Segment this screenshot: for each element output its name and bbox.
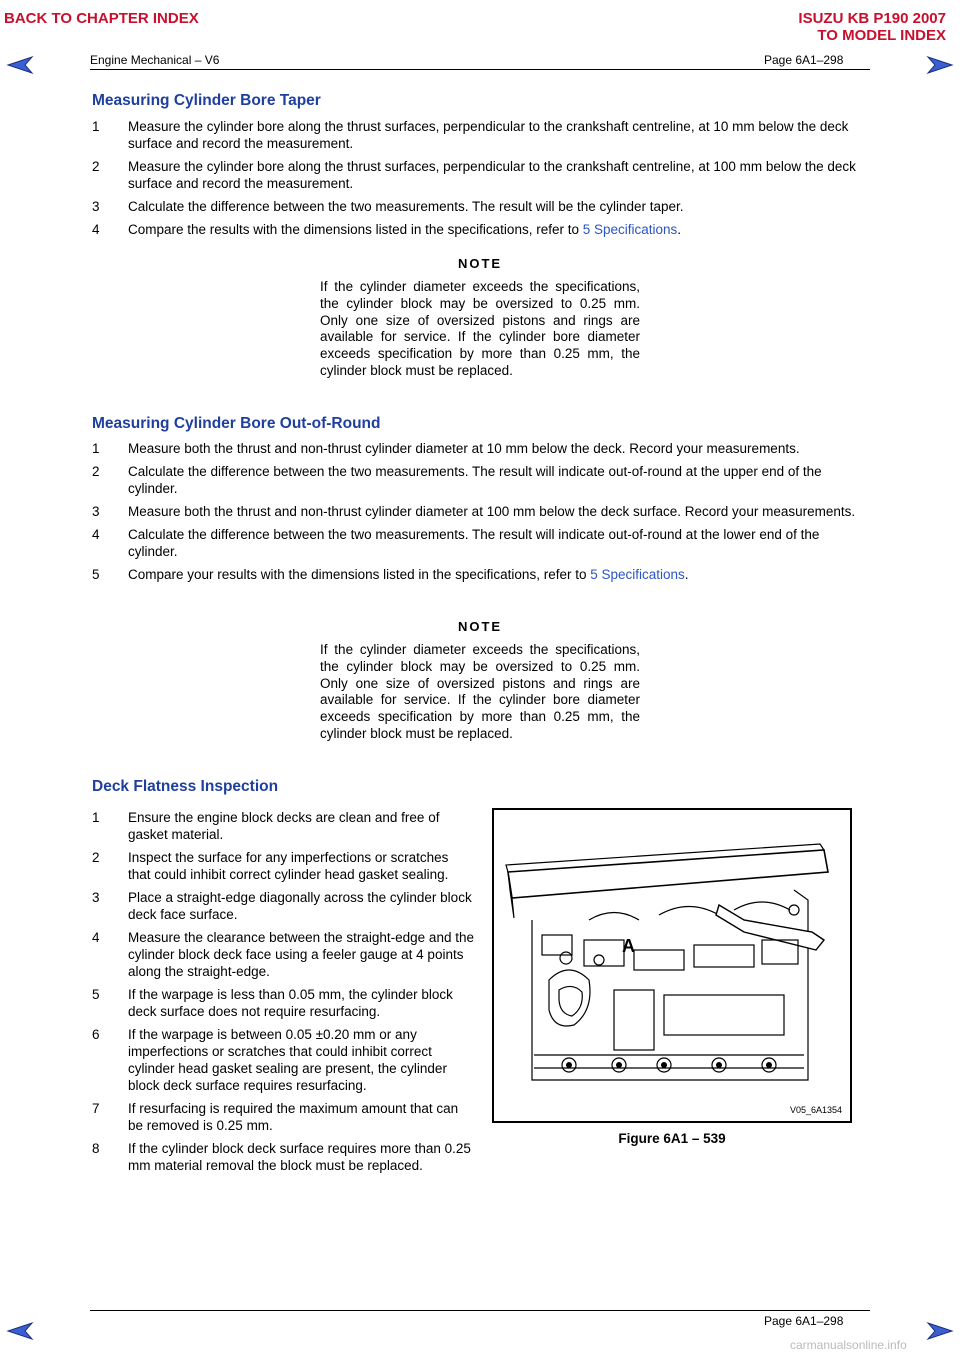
step-text: If resurfacing is required the maximum amount that can be removed is 0.25 mm. bbox=[128, 1101, 459, 1133]
list-item bbox=[92, 566, 872, 583]
step-number: 2 bbox=[92, 159, 100, 174]
list-item bbox=[92, 198, 872, 215]
previous-page-arrow-icon[interactable] bbox=[6, 1322, 34, 1340]
next-page-arrow-icon[interactable] bbox=[926, 56, 954, 74]
list-item bbox=[92, 463, 872, 497]
step-text: Measure the clearance between the straight-edge and the cylinder block deck face using a feeler gauge at 4 points along the straight-edge. bbox=[128, 930, 474, 979]
list-item bbox=[92, 1100, 474, 1134]
header-page-number: Page 6A1–298 bbox=[764, 53, 844, 67]
step-number: 4 bbox=[92, 222, 100, 237]
list-item bbox=[92, 526, 872, 560]
to-model-index-label: TO MODEL INDEX bbox=[817, 27, 946, 44]
out-of-round-steps bbox=[92, 440, 872, 589]
step-text-end: . bbox=[677, 222, 682, 237]
straight-edge-illustration bbox=[494, 810, 850, 1121]
note-body: If the cylinder diameter exceeds the specifications, the cylinder block may be oversized to 0.25 mm. Only one size of oversized pistons and rings are available for service. If the cylinder bore diameter exceeds specification by more than 0.25 mm, the cylinder block must be replaced. bbox=[320, 279, 640, 378]
figure-caption: Figure 6A1 – 539 bbox=[618, 1131, 726, 1146]
to-model-index-link[interactable] bbox=[798, 10, 946, 44]
step-text: Ensure the engine block decks are clean and free of gasket material. bbox=[128, 810, 440, 842]
step-number: 6 bbox=[92, 1027, 100, 1042]
step-number: 8 bbox=[92, 1141, 100, 1156]
back-to-chapter-index-link[interactable]: BACK TO CHAPTER INDEX bbox=[4, 10, 199, 27]
list-item bbox=[92, 809, 474, 843]
section-title-out-of-round: Measuring Cylinder Bore Out-of-Round bbox=[92, 415, 381, 432]
step-number: 3 bbox=[92, 504, 100, 519]
section-title-deck-flatness: Deck Flatness Inspection bbox=[92, 778, 279, 795]
watermark: carmanualsonline.info bbox=[790, 1338, 907, 1352]
list-item bbox=[92, 889, 474, 923]
note-body: If the cylinder diameter exceeds the specifications, the cylinder block may be oversized to 0.25 mm. Only one size of oversized pistons and rings are available for service. If the cylinder bore diameter exceeds specification by more than 0.25 mm, the cylinder block must be replaced. bbox=[320, 642, 640, 741]
step-text: If the cylinder block deck surface requires more than 0.25 mm material removal the block must be replaced. bbox=[128, 1141, 471, 1173]
step-text: Measure both the thrust and non-thrust cylinder diameter at 100 mm below the deck surface. Record your measurements. bbox=[128, 504, 856, 519]
list-item bbox=[92, 440, 872, 457]
list-item bbox=[92, 929, 474, 980]
next-page-arrow-icon[interactable] bbox=[926, 1322, 954, 1340]
list-item bbox=[92, 158, 872, 192]
step-text: Measure both the thrust and non-thrust cylinder diameter at 10 mm below the deck. Record your measurements. bbox=[128, 441, 800, 456]
list-item bbox=[92, 503, 872, 520]
step-number: 5 bbox=[92, 987, 100, 1002]
previous-page-arrow-icon[interactable] bbox=[6, 56, 34, 74]
callout-label-a: A bbox=[622, 936, 635, 956]
list-item bbox=[92, 986, 474, 1020]
specifications-link[interactable]: 5 Specifications bbox=[582, 222, 678, 237]
note-title: NOTE bbox=[457, 256, 503, 271]
footer-page-number: Page 6A1–298 bbox=[764, 1314, 844, 1328]
step-text: Calculate the difference between the two measurements. The result will indicate out-of-round at the upper end of the cylinder. bbox=[128, 464, 822, 496]
step-text: Compare your results with the dimensions listed in the specifications, refer to bbox=[128, 567, 591, 582]
step-text: Measure the cylinder bore along the thrust surfaces, perpendicular to the crankshaft centreline, at 100 mm below the deck surface and record the measurement. bbox=[128, 159, 856, 191]
step-text: Calculate the difference between the two measurements. The result will be the cylinder taper. bbox=[128, 199, 684, 214]
list-item bbox=[92, 118, 872, 152]
step-text: Compare the results with the dimensions listed in the specifications, refer to bbox=[128, 222, 583, 237]
step-number: 7 bbox=[92, 1101, 100, 1116]
footer-rule bbox=[90, 1310, 870, 1311]
deck-flatness-steps bbox=[92, 809, 474, 1180]
step-text-end: . bbox=[684, 567, 689, 582]
step-number: 4 bbox=[92, 930, 100, 945]
step-number: 2 bbox=[92, 464, 100, 479]
step-number: 3 bbox=[92, 890, 100, 905]
step-text: Inspect the surface for any imperfections or scratches that could inhibit correct cylinder head gasket sealing. bbox=[128, 850, 449, 882]
step-text: Calculate the difference between the two measurements. The result will indicate out-of-round at the lower end of the cylinder. bbox=[128, 527, 820, 559]
specifications-link[interactable]: 5 Specifications bbox=[590, 567, 685, 582]
header-left: Engine Mechanical – V6 bbox=[90, 53, 220, 67]
step-number: 1 bbox=[92, 119, 100, 134]
step-number: 1 bbox=[92, 441, 100, 456]
header-rule bbox=[90, 69, 870, 70]
model-title: ISUZU KB P190 2007 bbox=[798, 10, 946, 27]
step-text: If the warpage is less than 0.05 mm, the cylinder block deck surface does not require resurfacing. bbox=[128, 987, 453, 1019]
step-number: 4 bbox=[92, 527, 100, 542]
note-title: NOTE bbox=[457, 619, 503, 634]
step-number: 2 bbox=[92, 850, 100, 865]
step-text: If the warpage is between 0.05 ±0.20 mm or any imperfections or scratches that could inhibit correct cylinder head gasket sealing are present, the cylinder block deck surface requires resurfacing. bbox=[128, 1027, 447, 1093]
list-item bbox=[92, 849, 474, 883]
list-item bbox=[92, 1026, 474, 1094]
step-number: 1 bbox=[92, 810, 100, 825]
list-item bbox=[92, 1140, 474, 1174]
step-text: Measure the cylinder bore along the thrust surfaces, perpendicular to the crankshaft centreline, at 10 mm below the deck surface and record the measurement. bbox=[128, 119, 849, 151]
bore-taper-steps bbox=[92, 118, 872, 244]
engine-block-figure bbox=[492, 808, 852, 1123]
step-text: Place a straight-edge diagonally across the cylinder block deck face surface. bbox=[128, 890, 472, 922]
step-number: 3 bbox=[92, 199, 100, 214]
list-item bbox=[92, 221, 872, 238]
step-number: 5 bbox=[92, 567, 100, 582]
figure-code: V05_6A1354 bbox=[789, 1105, 842, 1115]
section-title-bore-taper: Measuring Cylinder Bore Taper bbox=[92, 92, 321, 109]
